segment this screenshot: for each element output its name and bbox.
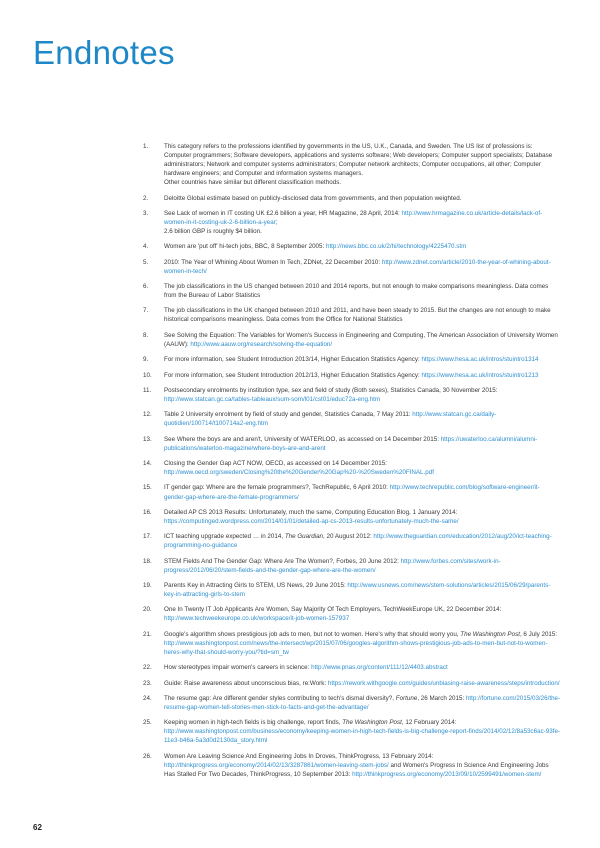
endnote-text: , 26 March 2015: <box>417 694 466 702</box>
endnote-number: 15. <box>143 484 152 492</box>
endnote-publication: The Washington Post <box>342 719 402 727</box>
endnote-number: 24. <box>143 694 152 702</box>
endnote-item <box>143 557 561 575</box>
endnote-number: 2. <box>143 194 149 202</box>
endnote-item <box>143 752 561 779</box>
endnote-text: How stereotypes impair women's careers in science: <box>164 664 312 672</box>
endnote-item <box>143 258 561 276</box>
endnote-link[interactable]: https://uwaterloo.ca/alumni/alumni-publications/waterloo-magazine/where-boys-are-and-arent <box>164 435 538 452</box>
endnote-link[interactable]: https://www.hesa.ac.uk/intros/stuintro1213 <box>421 371 539 379</box>
endnote-text: Keeping women in high-tech fields is big challenge, report finds, <box>164 719 343 727</box>
endnote-item <box>143 331 561 349</box>
endnote-text: Postsecondary enrolments by institution type, sex and field of study (Both sexes), Statistics Canada, 30 November 2015: <box>164 386 498 394</box>
endnote-link[interactable]: http://thinkprogress.org/economy/2014/02/13/3287861/women-leaving-stem-jobs/ <box>164 761 389 769</box>
endnote-link[interactable]: https://rework.withgoogle.com/guides/unbiasing-raise-awareness/steps/introduction/ <box>327 679 560 687</box>
endnote-text: Detailed AP CS 2013 Results: Unfortunately, much the same, Computing Education Blog, 1 January 2014: <box>164 508 458 516</box>
endnote-text: Deloitte Global estimate based on publicly-disclosed data from governments, and then population weighted. <box>164 194 462 202</box>
endnote-number: 19. <box>143 582 152 590</box>
endnote-text: See Solving the Equation: The Variables for Women's Success in Engineering and Computing, The American Association of University Women (AAUW): <box>164 331 558 348</box>
endnote-publication: Fortune <box>395 694 418 702</box>
endnote-number: 1. <box>143 143 149 150</box>
endnote-text: Google's algorithm shows prestigious job ads to men, but not to women. Here's why that should worry you, <box>164 630 461 638</box>
endnote-text: See Where the boys are and aren't, University of WATERLOO, as accessed on 14 December 2015: <box>164 435 441 443</box>
endnote-item <box>143 694 561 712</box>
endnote-text: STEM Fields And The Gender Gap: Where Are The Women?, Forbes, 20 June 2012: <box>164 557 401 565</box>
endnote-text: ICT teaching upgrade expected … in 2014, <box>164 533 285 541</box>
endnote-item <box>143 410 561 428</box>
endnote-link[interactable]: https://www.hesa.ac.uk/intros/stuintro1314 <box>421 356 539 364</box>
endnote-item <box>143 142 561 187</box>
endnote-number: 20. <box>143 606 152 614</box>
endnote-item <box>143 282 561 300</box>
endnote-number: 17. <box>143 533 152 541</box>
endnote-number: 18. <box>143 557 152 565</box>
endnote-text: Guide: Raise awareness about unconscious bias, re:Work: <box>164 679 328 687</box>
endnote-text: ; <box>275 218 278 226</box>
endnote-number: 7. <box>143 307 149 315</box>
endnote-number: 5. <box>143 258 149 266</box>
endnote-item <box>143 355 561 364</box>
endnote-text: For more information, see Student Introduction 2012/13, Higher Education Statistics Agency: <box>164 371 422 379</box>
endnote-text: and Women's Progress In Science And Engineering Jobs Has Stalled For Two Decades, ThinkProgress, 10 September 2013: <box>164 761 549 778</box>
endnote-text: Parents Key in Attracting Girls to STEM, US News, 29 June 2015: <box>164 582 348 590</box>
endnote-item <box>143 209 561 236</box>
endnote-number: 13. <box>143 435 152 443</box>
endnote-number: 10. <box>143 371 152 379</box>
endnote-publication: The Guardian <box>284 533 324 541</box>
endnote-link[interactable]: http://news.bbc.co.uk/2/hi/technology/4225470.stm <box>325 243 467 251</box>
endnote-item <box>143 371 561 380</box>
endnote-item <box>143 242 561 251</box>
endnote-number: 21. <box>143 630 152 638</box>
endnote-text: IT gender gap: Where are the female programmers?, TechRepublic, 6 April 2010: <box>164 484 390 492</box>
endnote-link[interactable]: http://www.usnews.com/news/stem-solutions/articles/2015/06/29/parents-key-in-attracting-girls-to-stem <box>164 582 551 599</box>
endnote-number: 14. <box>143 460 152 468</box>
endnote-number: 16. <box>143 508 152 516</box>
endnotes-list <box>143 142 561 785</box>
endnote-link[interactable]: http://www.washingtonpost.com/news/the-intersect/wp/2015/07/06/googles-algorithm-shows-prestigious-job-ads-to-men-but-not-to-women-heres-why-that-should-worry-you/?tid=sm_tw <box>164 639 548 656</box>
endnote-item <box>143 194 561 203</box>
endnote-number: 26. <box>143 752 152 760</box>
endnote-item <box>143 630 561 657</box>
endnote-item <box>143 483 561 501</box>
endnote-text: See Lack of women in IT costing UK £2.6 billion a year, HR Magazine, 28 April, 2014: <box>164 209 402 217</box>
endnote-item <box>143 605 561 623</box>
endnote-text: For more information, see Student Introduction 2013/14, Higher Education Statistics Agency: <box>164 356 422 364</box>
endnote-number: 23. <box>143 679 152 687</box>
endnote-number: 8. <box>143 331 149 339</box>
endnote-link[interactable]: http://www.theguardian.com/education/2012/aug/20/ict-teaching-programming-no-guidance <box>164 533 552 550</box>
endnote-text: The job classifications in the US changed between 2010 and 2014 reports, but not enough to make comparisons meaningless. Data comes from the Bureau of Labor Statistics <box>164 283 549 300</box>
endnote-number: 9. <box>143 356 149 364</box>
endnote-link[interactable]: http://www.statcan.gc.ca/tables-tableaux/sum-som/l01/cst01/educ72a-eng.htm <box>164 395 381 403</box>
endnote-text: One In Twenty IT Job Applicants Are Women, Say Majority Of Tech Employers, TechWeekEurope UK, 22 December 2014: <box>164 606 502 614</box>
endnote-text: The job classifications in the UK changed between 2010 and 2011, and have been steady to 2015. But the changes are not enough to make historical comparisons meaningless. Data comes from the Office for National Statistics <box>164 307 551 324</box>
endnote-link[interactable]: http://www.techrepublic.com/blog/software-engineer/it-gender-gap-where-are-the-female-programmers/ <box>164 484 540 501</box>
endnote-item <box>143 718 561 745</box>
endnote-number: 3. <box>143 209 149 217</box>
endnote-number: 25. <box>143 719 152 727</box>
endnote-item <box>143 679 561 688</box>
endnote-text: This category refers to the professions identified by governments in the US, U.K., Canada, and Sweden. The US list of professions is: Computer programmers; Software developers, applications and systems software; Web developers; Computer support specialists; Database administrators; Network and computer systems administrators; Computer network architects; Computer occupations, all other; Computer hardware engineers; and Computer and information systems managers. <box>164 143 553 178</box>
page-title: Endnotes <box>33 34 175 71</box>
endnote-link[interactable]: http://thinkprogress.org/economy/2013/09/10/2599491/women-stem/ <box>352 770 542 778</box>
endnote-link[interactable]: http://www.washingtonpost.com/business/economy/keeping-women-in-high-tech-fields-is-big-challenge-report-finds/2014/02/12/8a53c6ac-93fe-11e3-b46a-5a3d0d2130da_story.html <box>164 728 561 745</box>
endnote-number: 4. <box>143 243 149 251</box>
endnote-link[interactable]: http://www.forbes.com/sites/work-in-progress/2012/06/20/stem-fields-and-the-gender-gap-where-are-the-women/ <box>164 557 501 574</box>
endnote-link[interactable]: http://www.oecd.org/sweden/Closing%20the%20Gender%20Gap%20-%20Sweden%20FINAL.pdf <box>164 469 434 477</box>
endnote-link[interactable]: http://www.pnas.org/content/111/12/4403.abstract <box>311 664 448 672</box>
endnote-number: 11. <box>143 386 152 394</box>
endnote-link[interactable]: http://www.hrmagazine.co.uk/article-details/lack-of-women-in-it-costing-uk-2-6-billion-a-year <box>164 209 543 226</box>
endnote-item <box>143 663 561 672</box>
page-number: 62 <box>33 823 42 832</box>
endnote-text: , 12 February 2014: <box>401 719 457 727</box>
endnote-number: 22. <box>143 664 152 672</box>
endnote-item <box>143 306 561 324</box>
endnote-item <box>143 386 561 404</box>
endnote-number: 6. <box>143 283 149 291</box>
endnote-number: 12. <box>143 411 152 419</box>
endnote-text: Women Are Leaving Science And Engineering Jobs In Droves, ThinkProgress, 13 February 2014: <box>164 752 434 760</box>
endnote-text: 2.6 billion GBP is roughly $4 billion. <box>164 227 262 235</box>
endnote-link[interactable]: https://computinged.wordpress.com/2014/01/01/detailed-ap-cs-2013-results-unfortunately-much-the-same/ <box>164 517 459 525</box>
endnote-text: Women are 'put off' hi-tech jobs, BBC, 8 September 2005: <box>164 243 326 251</box>
endnote-item <box>143 435 561 453</box>
endnote-link[interactable]: http://www.zdnet.com/article/2010-the-year-of-whining-about-women-in-tech/ <box>164 258 551 275</box>
endnote-link[interactable]: http://www.statcan.gc.ca/daily-quotidien/100714/t100714a2-eng.htm <box>164 411 497 428</box>
endnote-text: 2010: The Year of Whining About Women In Tech, ZDNet, 22 December 2010: <box>164 258 382 266</box>
endnote-publication: The Washington Post <box>460 630 520 638</box>
endnote-text: Other countries have similar but different classification methods. <box>164 179 342 187</box>
endnote-text: The resume gap: Are different gender styles contributing to tech's dismal diversity?, <box>164 694 396 702</box>
endnote-item <box>143 532 561 550</box>
endnote-text: , 6 July 2015: <box>519 630 558 638</box>
endnote-text: , 20 August 2012: <box>323 533 374 541</box>
endnote-text: Table 2 University enrolment by field of study and gender, Statistics Canada, 7 May 2011: <box>164 411 413 419</box>
endnote-item <box>143 459 561 477</box>
endnote-text: Closing the Gender Gap ACT NOW, OECD, as accessed on 14 December 2015: <box>164 460 387 468</box>
endnote-item <box>143 508 561 526</box>
endnote-link[interactable]: http://www.techweekeurope.co.uk/workspace/it-job-women-157937 <box>164 615 350 623</box>
endnote-link[interactable]: http://www.aauw.org/research/solving-the-equation/ <box>190 340 333 348</box>
endnote-item <box>143 581 561 599</box>
endnote-link[interactable]: http://fortune.com/2015/03/26/the-resume-gap-women-tell-stories-men-stick-to-facts-and-get-the-advantage/ <box>164 694 561 711</box>
